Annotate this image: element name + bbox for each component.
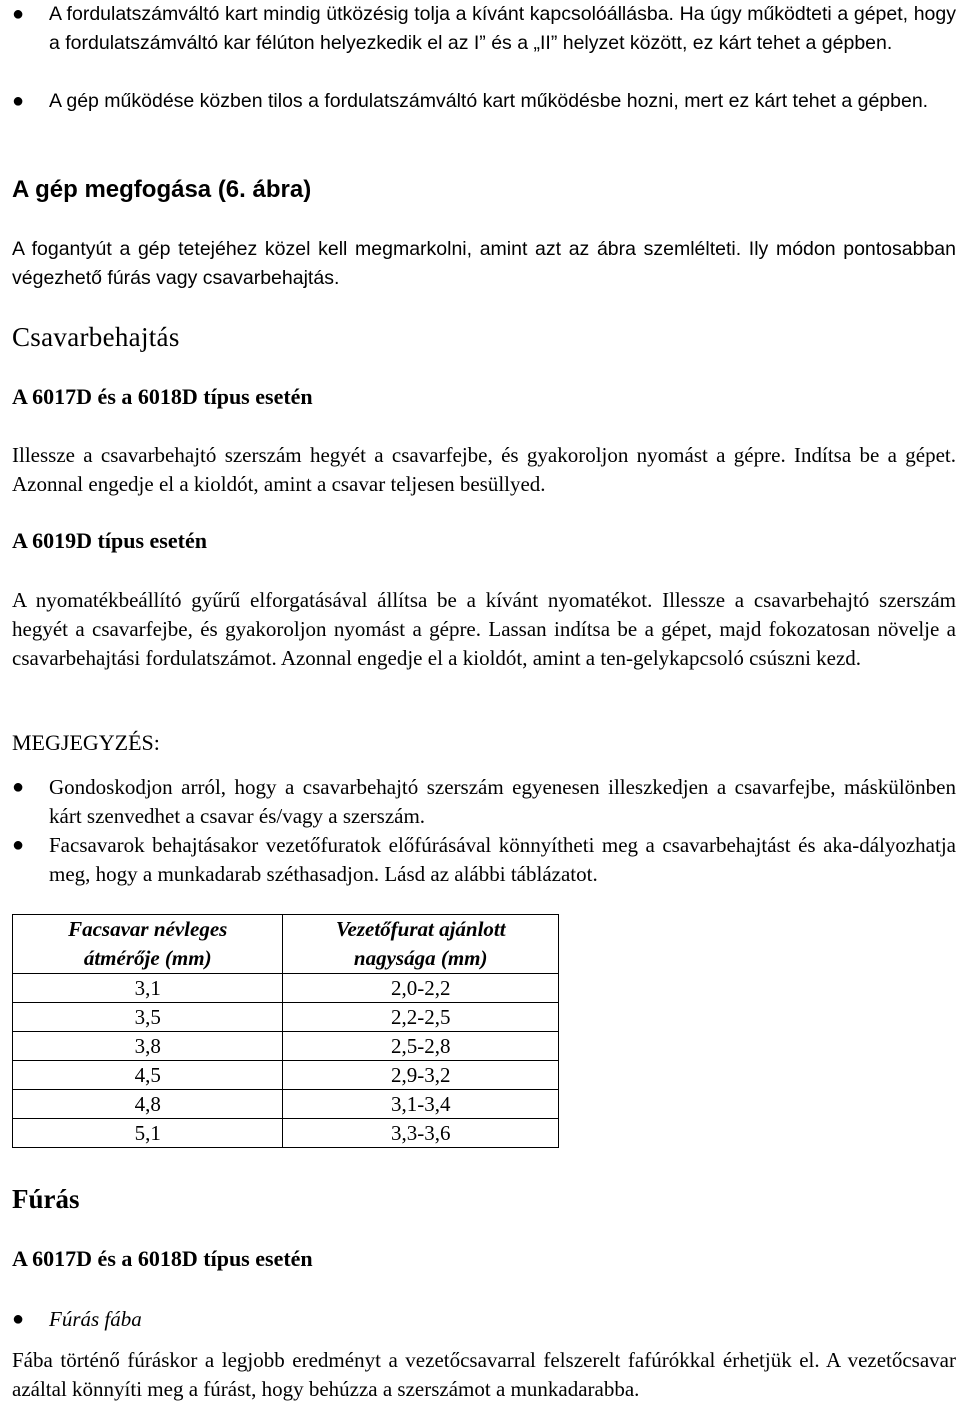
bullet-item xyxy=(12,0,956,58)
table-row xyxy=(13,1003,559,1032)
table-cell: 3,8 xyxy=(13,1032,283,1061)
section-heading-drilling: Fúrás xyxy=(12,1184,80,1214)
table-cell: 2,9-3,2 xyxy=(283,1061,559,1090)
table-cell: 3,3-3,6 xyxy=(283,1119,559,1148)
table-cell: 2,0-2,2 xyxy=(283,974,559,1003)
drilling-paragraph: Fába történő fúráskor a legjobb eredményt a vezetőcsavarral felszerelt fafúrókkal érhetjük el. A vezetőcsavar azáltal könnyíti meg a fúrást, hogy behúzza a szerszámot a munkadarabba. xyxy=(12,1348,956,1401)
section-heading-screwdriving: Csavarbehajtás xyxy=(12,322,180,352)
table-row xyxy=(13,974,559,1003)
table-header-row xyxy=(13,915,559,974)
table-cell: 3,1 xyxy=(13,974,283,1003)
bullet-text: Fúrás fába xyxy=(49,1307,142,1331)
bullet-item xyxy=(12,87,956,116)
column-header-pilot-hole: Vezetőfurat ajánlott nagysága (mm) xyxy=(283,915,559,974)
table-row xyxy=(13,1061,559,1090)
bullet-text: A fordulatszámváltó kart mindig ütközésig tolja a kívánt kapcsolóállásba. Ha úgy működteti a gépet, hogy a fordulatszámváltó kar félúton helyezkedik el az I” és a „II” helyzet között, ez kárt tehet a gépben. xyxy=(49,3,956,54)
table-cell: 2,2-2,5 xyxy=(283,1003,559,1032)
section-heading-grip: A gép megfogása (6. ábra) xyxy=(12,176,312,203)
table-cell: 2,5-2,8 xyxy=(283,1032,559,1061)
screwdriving-paragraph-2: A nyomatékbeállító gyűrű elforgatásával állítsa be a kívánt nyomatékot. Illessze a csavarbehajtó szerszám hegyét a csavarfejbe, és gyakoroljon nyomást a gépre. Lassan indítsa be a gépet, majd fokozatosan növelje a csavarbehajtási fordulatszámot. Azonnal engedje el a kioldót, amint a ten-gelykapcsoló csúszni kezd. xyxy=(12,588,956,670)
subheading-drilling-models: A 6017D és a 6018D típus esetén xyxy=(12,1246,313,1271)
bullet-icon: ● xyxy=(12,1308,25,1330)
subheading-6017d-6018d: A 6017D és a 6018D típus esetén xyxy=(12,384,313,409)
bullet-icon: ● xyxy=(12,90,25,112)
bullet-icon: ● xyxy=(12,834,25,856)
table-cell: 4,8 xyxy=(13,1090,283,1119)
grip-paragraph: A fogantyút a gép tetejéhez közel kell megmarkolni, amint azt az ábra szemlélteti. Ily módon pontosabban végezhető fúrás vagy csavarbehajtás. xyxy=(12,238,956,289)
bullet-text: A gép működése közben tilos a fordulatszámváltó kart működésbe hozni, mert ez kárt tehet a gépben. xyxy=(49,90,929,112)
pilot-hole-table xyxy=(12,914,559,1148)
table-cell: 3,1-3,4 xyxy=(283,1090,559,1119)
table-cell: 3,5 xyxy=(13,1003,283,1032)
note-bullet-text: Gondoskodjon arról, hogy a csavarbehajtó szerszám egyenesen illeszkedjen a csavarfejbe, máskülönben kárt szenvedhet a csavar és/vagy a szerszám. xyxy=(49,775,956,828)
table-row xyxy=(13,1090,559,1119)
note-bullet xyxy=(12,773,956,831)
bullet-icon: ● xyxy=(12,776,25,798)
note-bullet xyxy=(12,831,956,889)
column-header-screw-diameter: Facsavar névleges átmérője (mm) xyxy=(13,915,283,974)
table-cell: 5,1 xyxy=(13,1119,283,1148)
screwdriving-paragraph-1: Illessze a csavarbehajtó szerszám hegyét a csavarfejbe, és gyakoroljon nyomást a gépre. Indítsa be a gépet. Azonnal engedje el a kioldót, amint a csavar teljesen besüllyed. xyxy=(12,443,956,496)
bullet-icon: ● xyxy=(12,3,25,25)
note-heading: MEGJEGYZÉS: xyxy=(12,730,160,755)
table-cell: 4,5 xyxy=(13,1061,283,1090)
table-row xyxy=(13,1119,559,1148)
table-row xyxy=(13,1032,559,1061)
subheading-6019d: A 6019D típus esetén xyxy=(12,528,207,553)
drilling-bullet xyxy=(12,1305,956,1334)
note-bullet-text: Facsavarok behajtásakor vezetőfuratok előfúrásával könnyítheti meg a csavarbehajtást és aka-dályozhatja meg, hogy a munkadarab széthasadjon. Lásd az alábbi táblázatot. xyxy=(49,833,956,886)
